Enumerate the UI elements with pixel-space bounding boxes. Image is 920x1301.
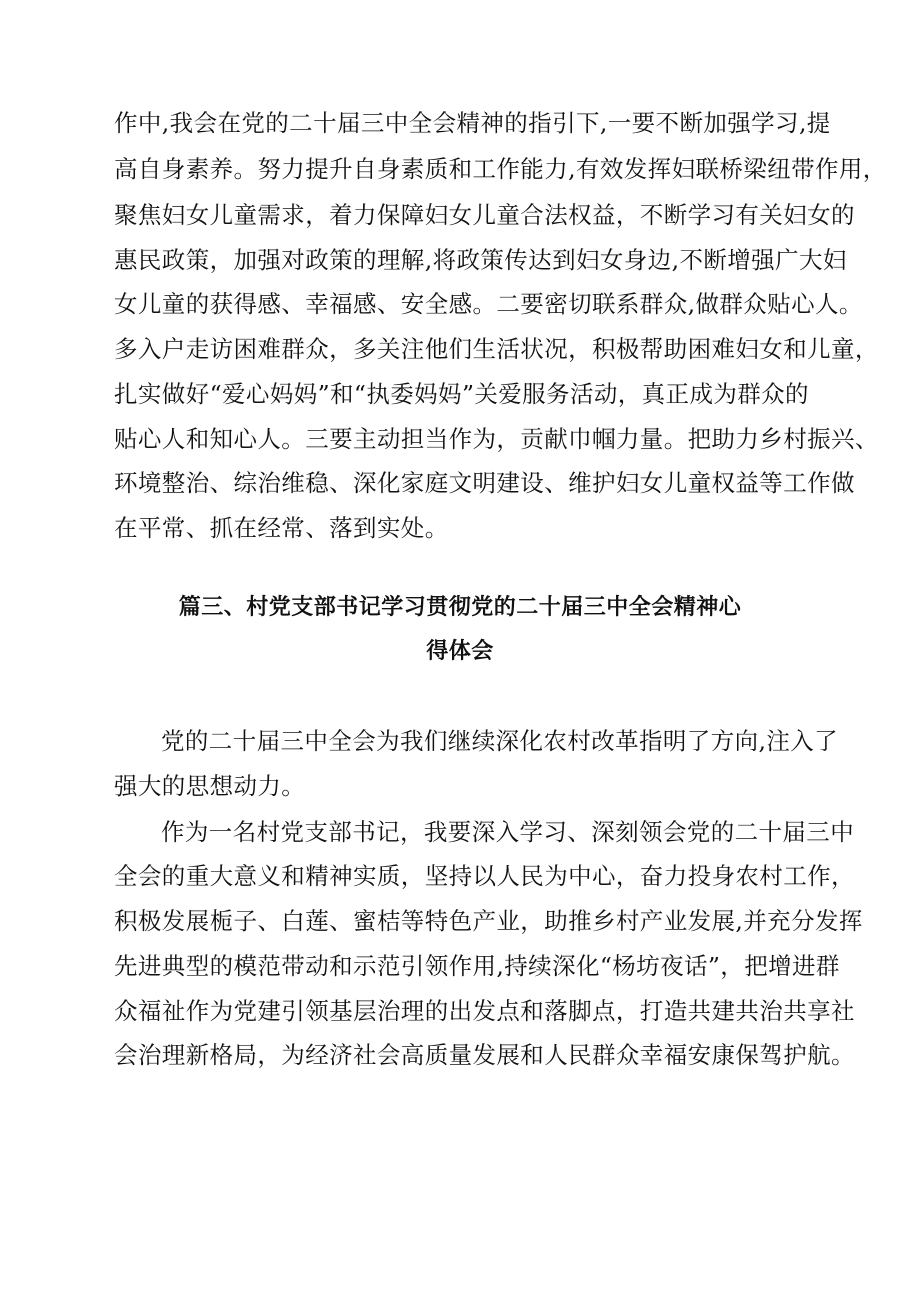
text-line: 强大的思想动力。: [114, 772, 306, 800]
text-line: 积极发展栀子、白莲、蜜桔等特色产业，助推乡村产业发展,并充分发挥: [114, 907, 863, 935]
text-line: 贴心人和知心人。三要主动担当作为，贡献巾帼力量。把助力乡村振兴、: [114, 425, 879, 453]
text-line: 环境整治、综治维稳、深化家庭文明建设、维护妇女儿童权益等工作做: [114, 469, 855, 497]
text-line: 先进典型的模范带动和示范引领作用,持续深化“杨坊夜话”，把增进群: [114, 952, 840, 980]
text-line: 全会的重大意义和精神实质，坚持以人民为中心，奋力投身农村工作，: [114, 862, 855, 890]
text-line: 众福祉作为党建引领基层治理的出发点和落脚点，打造共建共治共享社: [114, 997, 855, 1025]
text-line: 多入户走访困难群众，多关注他们生活状况，积极帮助困难妇女和儿童，: [114, 335, 879, 363]
text-line: 女儿童的获得感、幸福感、安全感。二要密切联系群众,做群众贴心人。: [114, 290, 863, 318]
text-line: 聚焦妇女儿童需求，着力保障妇女儿童合法权益，不断学习有关妇女的: [114, 201, 855, 229]
text-line: 高自身素养。努力提升自身素质和工作能力,有效发挥妇联桥梁纽带作用，: [114, 155, 887, 183]
section-heading-line-2: 得体会: [426, 639, 494, 664]
text-line: 在平常、抓在经常、落到实处。: [114, 514, 449, 542]
text-line: 作中,我会在党的二十届三中全会精神的指引下,一要不断加强学习,提: [114, 109, 831, 137]
text-line: 作为一名村党支部书记，我要深入学习、深刻领会党的二十届三中: [161, 818, 855, 846]
text-line: 扎实做好“爱心妈妈”和“执委妈妈”关爱服务活动，真正成为群众的: [114, 380, 809, 408]
text-line: 惠民政策，加强对政策的理解,将政策传达到妇女身边,不断增强广大妇: [114, 246, 847, 274]
text-line: 党的二十届三中全会为我们继续深化农村改革指明了方向,注入了: [161, 727, 839, 755]
text-line: 会治理新格局，为经济社会高质量发展和人民群众幸福安康保驾护航。: [114, 1041, 855, 1069]
section-heading-line-1: 篇三、村党支部书记学习贯彻党的二十届三中全会精神心: [178, 595, 742, 620]
